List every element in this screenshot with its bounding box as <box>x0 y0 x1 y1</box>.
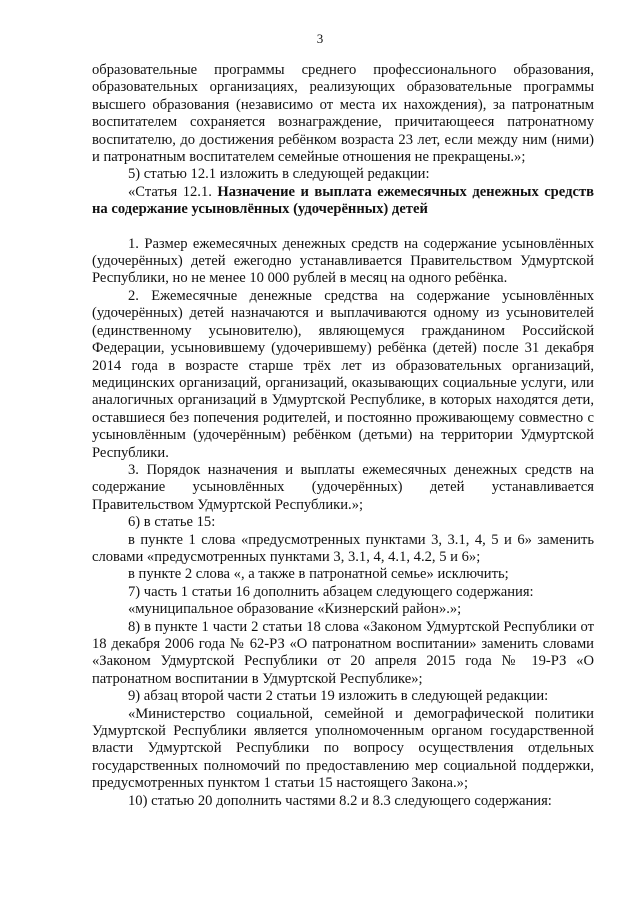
article-title: Назначение и выплата ежемесячных денежных средств на содержание усыновлённых (удочерённых) детей <box>92 183 594 218</box>
paragraph: «муниципальное образование «Кизнерский район».»; <box>128 601 462 618</box>
paragraph: «Министерство социальной, семейной и демографической политики Удмуртской Республики является уполномоченным органом государственной власти Удмуртской Республики по вопросу осуществления отдельных государственных полномочий по предоставлению мер социальной поддержки, предусмотренных пунктом 1 статьи 15 настоящего Закона.»; <box>92 705 594 792</box>
paragraph: 6) в статье 15: <box>128 514 216 531</box>
document-body <box>92 62 594 810</box>
paragraph: в пункте 1 слова «предусмотренных пунктами 3, 3.1, 4, 5 и 6» заменить словами «предусмотренных пунктами 3, 3.1, 4, 4.1, 4.2, 5 и 6»; <box>92 531 594 565</box>
paragraph: 9) абзац второй части 2 статьи 19 изложить в следующей редакции: <box>128 688 549 705</box>
paragraph: 10) статью 20 дополнить частями 8.2 и 8.3 следующего содержания: <box>128 792 552 809</box>
paragraph: образовательные программы среднего профессионального образования, образовательных организациях, реализующих образовательные программы высшего образования (независимо от места их нахождения), за патронатным воспитателем сохраняется вознаграждение, причитающееся патронатному воспитателю, до достижения ребёнком возраста 23 лет, если между ним (ними) и патронатным воспитателем семейные отношения не прекращены.»; <box>92 62 594 166</box>
page-number: 3 <box>316 31 324 46</box>
paragraph: 3. Порядок назначения и выплаты ежемесячных денежных средств на содержание усыновлённых (удочерённых) детей устанавливается Правительством Удмуртской Республики.»; <box>92 461 594 513</box>
paragraph: 8) в пункте 1 части 2 статьи 18 слова «Законом Удмуртской Республики от 18 декабря 2006 года № 62-РЗ «О патронатном воспитании» заменить словами «Законом Удмуртской Республики от 20 апреля 2015 года № 19-РЗ «О патронатном воспитании в Удмуртской Республике»; <box>92 618 594 687</box>
paragraph: 5) статью 12.1 изложить в следующей редакции: <box>128 166 430 183</box>
paragraph: 1. Размер ежемесячных денежных средств на содержание усыновлённых (удочерённых) детей ежегодно устанавливается Правительством Удмуртской Республики, но не менее 10 000 рублей в месяц на одного ребёнка. <box>92 235 594 287</box>
paragraph: 2. Ежемесячные денежные средства на содержание усыновлённых (удочерённых) детей назначаются и выплачиваются одному из усыновителей (единственному усыновителю), являющемуся гражданином Российской Федерации, усыновившему (удочерившему) ребёнка (детей) после 31 декабря 2014 года в возрасте старше трёх лет из образовательных организаций, медицинских организаций, организаций, оказывающих социальные услуги, или аналогичных организаций в Удмуртской Республике, в которых находятся дети, оставшиеся без попечения родителей, и постоянно проживающему совместно с усыновлённым (удочерённым) ребёнком (детьми) на территории Удмуртской Республики. <box>92 287 594 461</box>
paragraph: 7) часть 1 статьи 16 дополнить абзацем следующего содержания: <box>128 583 534 600</box>
article-number: «Статья 12.1. <box>128 183 212 200</box>
article-heading <box>92 184 594 219</box>
paragraph: в пункте 2 слова «, а также в патронатной семье» исключить; <box>128 566 509 583</box>
